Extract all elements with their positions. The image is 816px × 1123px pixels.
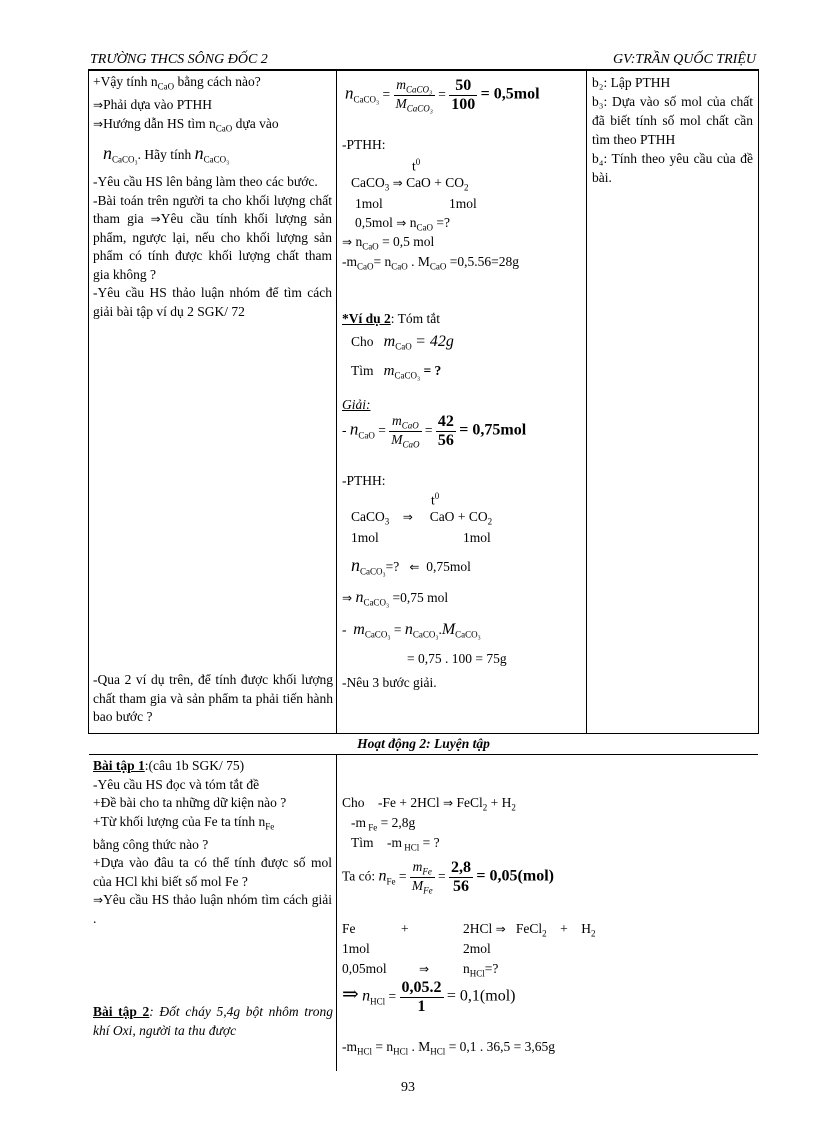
mol-value: 1mol — [463, 530, 491, 545]
formula-n-cao: - $n_{CaO}$ = $\frac{m_{CaO}}{M_{CaO}}$ = $\frac{42}{56}$ = 0,75mol — [342, 413, 527, 450]
implies-icon: ⇒ — [342, 983, 359, 1006]
arrow-icon: ⇐ — [409, 560, 420, 574]
pthh-label: -PTHH: — [342, 137, 386, 152]
mol-line: $n_{HCl}=$? — [463, 961, 499, 979]
page-number: 93 — [401, 1080, 415, 1095]
find-line: Tìm $m_{CaCO_3}$ = ? — [351, 363, 442, 381]
solution-label: Giải: — [342, 397, 371, 412]
school-header: TRƯỜNG THCS SÔNG ĐỐC 2 — [90, 52, 268, 67]
mass-line: $-m_{CaO}= n_{CaO}$ . $M_{CaO} =0,5.56=28g$ — [342, 254, 519, 272]
table-row — [89, 755, 758, 1071]
formula-n-hcl: ⇒ $n_{HCl}$ = $\frac{0,05.2}{1}$ = 0,1(mol) — [342, 979, 516, 1015]
arrow-icon: ⇒ — [392, 176, 403, 190]
text-line: Bài tập 1:(câu 1b SGK/ 75) — [93, 758, 245, 773]
formula-n-caco3: $n_{CaCO_3}$ = $\frac{m_{CaCO_3}}{M_{CaCO_3}}$ = $\frac{50}{100}$ = 0,5mol — [345, 77, 540, 114]
text-line: ⇒Phải dựa vào PTHH — [93, 97, 212, 113]
text-line: +Từ khối lượng của Fe ta tính $n_{Fe}$ — [93, 813, 275, 832]
reactant: Fe — [342, 921, 356, 936]
section-heading: Hoạt động 2: Luyện tập — [89, 733, 758, 755]
student-activity-cell — [337, 71, 587, 733]
text-line: -Yêu cầu HS lên bảng làm theo các bước. — [93, 174, 318, 190]
text-line: +Vậy tính $n_{CaO}$ bằng cách nào? — [93, 74, 261, 92]
equation-2: CaCO$_3$ ⇒ CaO + $CO_2$ — [351, 509, 493, 527]
text-line: -Nêu 3 bước giải. — [342, 675, 437, 690]
text-line: b₂: Lập PTHH — [592, 75, 671, 90]
mass-result: = 0,75 . 100 = 75g — [407, 651, 507, 666]
text-line: -Qua 2 ví dụ trên, để tính được khối lượng chất tham gia và sản phẩm ta phải tiến hành bao bước ? — [93, 672, 333, 724]
arrow-icon: ⇒ — [93, 98, 104, 113]
given-line: Cho -Fe + 2HCl ⇒ FeCl$_2$ + $H_2$ — [342, 795, 516, 813]
mol-value: 2mol — [463, 941, 491, 956]
text-line: b₃: Dựa vào số mol của chất đã biết tính số mol chất cần tìm theo PTHH — [592, 94, 753, 147]
arrow-icon: ⇒ — [93, 893, 104, 908]
mol-value: 1mol — [449, 196, 477, 211]
arrow-icon: ⇒ — [495, 922, 506, 936]
text-line: ⇒Hướng dẫn HS tìm $n_{CaO}$ dựa vào — [93, 115, 279, 134]
text-line: b₄: Tính theo yêu cầu của đề bài. — [592, 151, 753, 185]
heat-label: $t^0$ — [431, 491, 440, 508]
text-line: +Dựa vào đâu ta có thể tính được số mol của HCl khi biết số mol Fe ? — [93, 855, 332, 889]
plus-sign: + — [401, 921, 409, 936]
teacher-header: GV:TRẦN QUỐC TRIỆU — [613, 52, 756, 67]
text-line: +Đề bài cho ta những dữ kiện nào ? — [93, 795, 287, 810]
arrow-icon: ⇒ — [93, 116, 104, 131]
example2-title: *Ví dụ 2: Tóm tắt — [342, 311, 441, 326]
find-line: Tìm -m $_{HCl}$ = ? — [351, 835, 440, 853]
equation-1: CaCO$_3$ ⇒ CaO + $CO_2$ — [351, 175, 469, 193]
text-line: Bài tập 2: Đốt cháy 5,4g bột nhôm trong khí Oxi, người ta thu được — [93, 1004, 333, 1038]
given-line: -m $_{Fe}$ = 2,8g — [351, 815, 416, 833]
given-line: Cho $m_{CaO} = 42g$ — [351, 333, 454, 352]
mol-line: $n_{CaCO_3}=$? ⇐ 0,75mol — [351, 555, 471, 577]
arrow-icon: ⇒ — [396, 216, 407, 230]
arrow-icon: ⇒ — [443, 796, 454, 810]
text-line: -Bài toán trên người ta cho khối lượng chất tham gia ⇒Yêu cầu tính khối lượng sản phẩm, ngược lại, nếu cho khối lượng sản phẩm có tính được khối lượng chất tham gia không ? — [93, 192, 332, 282]
mol-line: 0,5mol ⇒ $n_{CaO}$ =? — [355, 215, 450, 233]
mol-line: ⇒ $n_{CaO} = 0,5$ mol — [342, 234, 435, 252]
pthh-label: -PTHH: — [342, 473, 386, 488]
mol-value: 1mol — [342, 941, 370, 956]
text-line: -Yêu cầu HS thảo luận nhóm để tìm cách giải bài tập ví dụ 2 SGK/ 72 — [93, 285, 332, 319]
arrow-icon: ⇒ — [419, 962, 430, 976]
arrow-icon: ⇒ — [402, 510, 413, 524]
lesson-table — [88, 70, 759, 1057]
mol-value: 0,05mol — [342, 961, 387, 976]
arrow-icon: ⇒ — [150, 212, 161, 227]
mol-value: 1mol — [351, 530, 379, 545]
text-line: ⇒Yêu cầu HS thảo luận nhóm tìm cách giải . — [93, 892, 332, 926]
table-row — [89, 71, 758, 733]
arrow-icon: ⇒ — [342, 235, 353, 249]
mass-formula: - $m_{CaCO_3} = n_{CaCO_3}.M_{CaCO_3}$ — [342, 621, 481, 640]
formula-n-fe: Ta có: $n_{Fe}$ = $\frac{m_{Fe}}{M_{Fe}}$ = $\frac{2,8}{56}$ = 0,05(mol) — [342, 859, 554, 896]
content-cell — [587, 71, 758, 733]
mol-line: ⇒ $n_{CaCO_3} =0,75$ mol — [342, 589, 449, 608]
mass-result: $-m_{HCl} = n_{HCl}$ . $M_{HCl} = 0,1$ . 36,5 = 3,65g — [342, 1039, 556, 1057]
text-line: -Yêu cầu HS đọc và tóm tắt đề — [93, 776, 260, 792]
heat-label: $t^0$ — [412, 157, 421, 174]
arrow-icon: ⇒ — [342, 591, 353, 605]
student-activity-cell — [337, 755, 758, 1071]
mol-value: 1mol — [355, 196, 383, 211]
reactant: 2HCl ⇒ FeCl$_2$ + $H_2$ — [463, 921, 596, 939]
text-line: $n_{CaCO_3}$. Hãy tính $n_{CaCO_3}$ — [103, 142, 230, 165]
text-line: bằng công thức nào ? — [93, 836, 209, 852]
teacher-activity-cell — [89, 71, 337, 733]
teacher-activity-cell — [89, 755, 337, 1071]
